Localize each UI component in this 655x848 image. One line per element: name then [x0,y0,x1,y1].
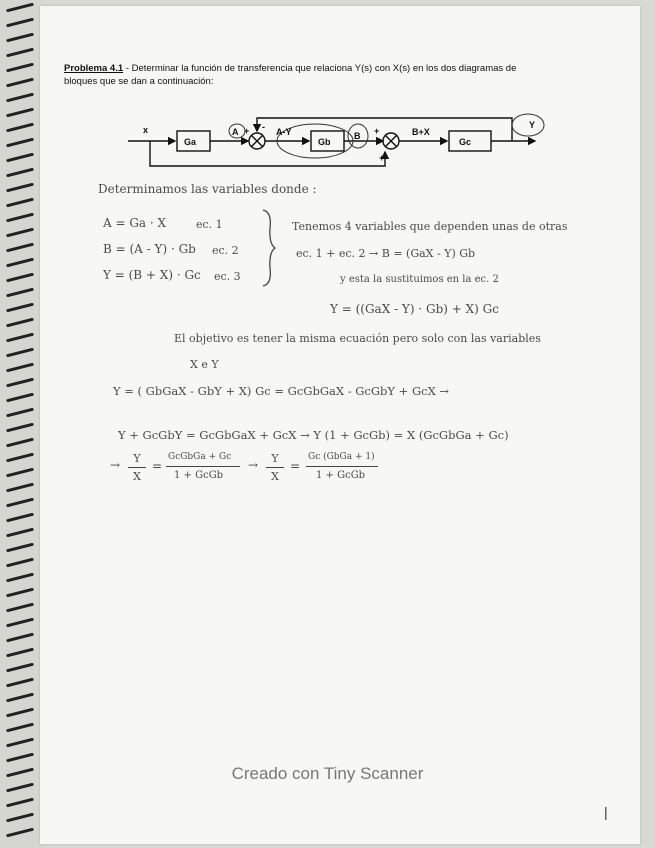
equation-3: Y = (B + X) · Gc [103,268,201,282]
spiral-coil [6,288,34,298]
note-four-variables: Tenemos 4 variables que dependen unas de otras [292,220,568,233]
spiral-coil [6,423,34,433]
fraction-arrow-2: → [248,458,259,472]
spiral-coil [6,363,34,373]
spiral-coil [6,453,34,463]
problem-text: - Determinar la función de transferencia que relaciona Y(s) con X(s) en los dos diagramas de bloques que se dan a continuación: [64,63,517,87]
spiral-coil [6,633,34,643]
goal-variables: X e Y [190,358,219,371]
spiral-coil [6,618,34,628]
goal-text: El objetivo es tener la misma ecuación pero solo con las variables [174,332,541,345]
sum1-minus-sign: - [262,122,265,132]
frac2-numerator: Gc (GbGa + 1) [308,452,375,462]
spiral-coil [6,738,34,748]
gb-label: Gb [318,137,331,147]
spiral-coil [6,603,34,613]
sum1-plus-sign: + [244,126,250,136]
note-substitute: y esta la sustituimos en la ec. 2 [340,274,499,285]
y-label: Y [529,120,536,130]
spiral-coil [6,213,34,223]
a-label: A [232,127,239,137]
frac2-equals: = [290,459,301,473]
equation-2: B = (A - Y) · Gb [103,242,196,256]
equation-1: A = Ga · X [103,216,167,230]
curly-brace [260,208,278,288]
equation-2-tag: ec. 2 [212,244,239,257]
spiral-coil [6,243,34,253]
spiral-coil [6,783,34,793]
scanner-watermark: Creado con Tiny Scanner [231,764,424,783]
spiral-coil [6,438,34,448]
equation-1-tag: ec. 1 [196,218,223,231]
spiral-coil [6,573,34,583]
spiral-coil [6,753,34,763]
frac1-bar [166,466,240,467]
spiral-coil [6,528,34,538]
spiral-coil [6,348,34,358]
spiral-coil [6,693,34,703]
spiral-coil [6,813,34,823]
derivation-step-2: Y + GcGbY = GcGbGaX + GcX → Y (1 + GcGb) = X (GcGbGa + Gc) [118,428,509,442]
sum2-plus-sign-bottom: + [379,153,385,163]
spiral-coil [6,558,34,568]
corner-mark: | [604,804,608,820]
spiral-coil [6,678,34,688]
gc-label: Gc [459,137,472,147]
b-label: B [354,131,361,141]
frac1-lhs-bar [128,467,146,468]
spiral-coil [6,798,34,808]
spiral-coil [6,708,34,718]
spiral-coil [6,543,34,553]
b-plus-x-label: B+X [412,127,430,137]
frac2-lhs-num: Y [271,452,279,465]
fraction-arrow-1: → [110,458,121,472]
spiral-coil [6,378,34,388]
frac2-denominator: 1 + GcGb [316,470,366,481]
spiral-coil [6,303,34,313]
frac1-equals: = [152,459,163,473]
spiral-coil [6,498,34,508]
frac1-lhs-num: Y [133,452,141,465]
intro-text: Determinamos las variables donde : [98,182,317,196]
spiral-coil [6,273,34,283]
ga-label: Ga [184,137,197,147]
frac2-bar [306,466,378,467]
derivation-step-1: Y = ( GbGaX - GbY + X) Gc = GcGbGaX - GcGbY + GcX → [113,384,450,398]
equation-3-tag: ec. 3 [214,270,241,283]
spiral-coil [6,828,34,838]
note-substituted-equation: Y = ((GaX - Y) · Gb) + X) Gc [330,302,499,316]
spiral-coil [6,393,34,403]
spiral-coil [6,468,34,478]
input-x-label: x [143,125,149,135]
a-minus-y-label: A-Y [276,127,292,137]
frac1-lhs-den: X [133,470,141,483]
spiral-coil [6,648,34,658]
block-diagram [0,0,655,200]
note-combined-equation: ec. 1 + ec. 2 → B = (GaX - Y) Gb [296,247,476,260]
spiral-coil [6,588,34,598]
spiral-coil [6,483,34,493]
spiral-coil [6,513,34,523]
spiral-coil [6,228,34,238]
spiral-coil [6,408,34,418]
spiral-coil [6,333,34,343]
frac2-lhs-den: X [271,470,279,483]
problem-label: Problema 4.1 [64,63,124,74]
sum2-plus-sign-left: + [374,126,380,136]
spiral-coil [6,723,34,733]
frac2-lhs-bar [266,467,284,468]
frac1-numerator: GcGbGa + Gc [168,452,232,462]
spiral-coil [6,258,34,268]
frac1-denominator: 1 + GcGb [174,470,224,481]
spiral-coil [6,318,34,328]
spiral-coil [6,663,34,673]
